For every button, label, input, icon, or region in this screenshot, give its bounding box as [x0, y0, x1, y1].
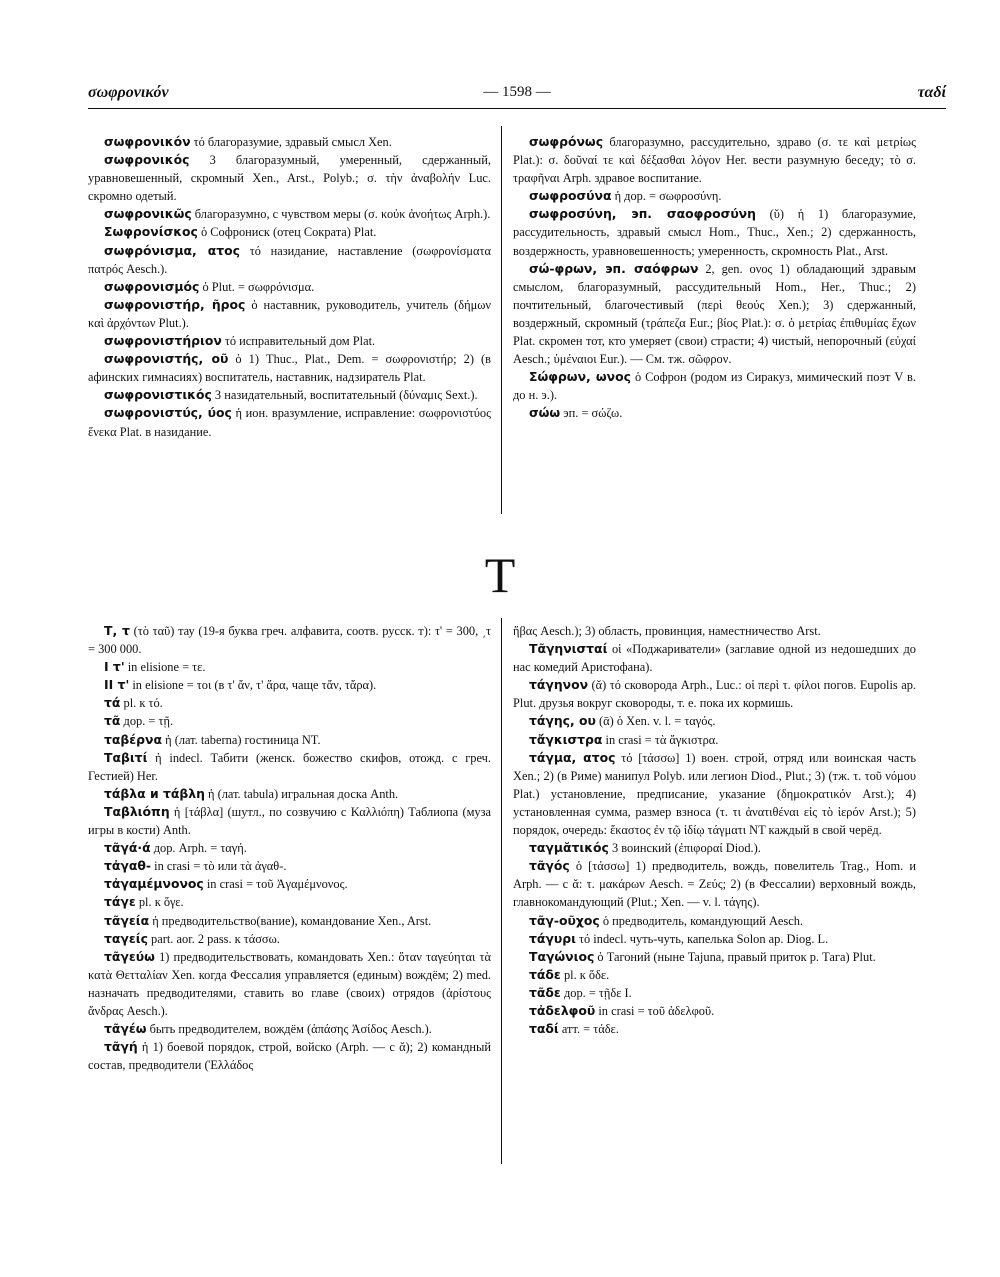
entry-definition: in crasi = τὸ или τὰ ἀγαθ-.: [151, 859, 287, 874]
entry-headword: τᾶ: [104, 713, 121, 729]
dictionary-entry: [513, 912, 916, 930]
entry-headword: τᾶγή: [104, 1039, 138, 1055]
column-top-left: [88, 133, 491, 441]
entry-headword: σωφρόνως: [529, 134, 604, 149]
entry-definition: ἥβας Aesch.); 3) область, провинция, наместничество Arst.: [513, 624, 821, 638]
entry-definition: ἡ (лат. taberna) гостиница NT.: [162, 732, 321, 747]
dictionary-entry: [88, 205, 491, 223]
dictionary-entry: [513, 676, 916, 712]
entry-headword: σωφρονιστικός: [104, 387, 212, 403]
entry-headword: τά: [104, 695, 121, 711]
running-head-left: σωφρονικόν: [88, 84, 169, 101]
entry-headword: σωφρονικόν: [104, 134, 191, 149]
entry-definition: атт. = τάδε.: [558, 1022, 619, 1037]
entry-headword: II τ': [104, 677, 130, 693]
dictionary-entry: [513, 640, 916, 676]
entry-definition: τό благоразумие, здравый смысл Xen.: [190, 135, 392, 149]
entry-headword: σώ-φρων, эп. σαόφρων: [529, 260, 699, 276]
dictionary-entry: [513, 1002, 916, 1020]
dictionary-entry: [513, 622, 916, 640]
running-head-right: ταδί: [917, 84, 946, 101]
entry-headword: τάγυρι: [529, 930, 576, 946]
entry-headword: τᾶγός: [529, 858, 570, 874]
entry-headword: τἀγαθ-: [104, 858, 152, 874]
dictionary-entry: [88, 658, 491, 676]
dictionary-entry: [88, 332, 491, 350]
dictionary-entry: [88, 731, 491, 749]
dictionary-entry: [513, 712, 916, 730]
dictionary-entry: [88, 839, 491, 857]
entry-headword: Ταβλιόπη: [104, 803, 170, 819]
entry-definition: ὁ [τάσσω] 1) предводитель, вождь, повелитель Trag., Hom. и Arph. — с ᾰ: τ. μακάρων Aesch. = Ζεύς; 2) (в Фессалии) верховный вождь, главнокомандующий (Plut.; Xen. — v. l. τάγης).: [513, 859, 916, 910]
entry-headword: τᾶγ-οῦχος: [529, 912, 600, 928]
dictionary-entry: [88, 676, 491, 694]
entry-headword: τᾶγά·ά: [104, 840, 151, 856]
entry-headword: τᾶγέω: [104, 1021, 147, 1037]
entry-definition: ὁ Софрон (родом из Сиракуз, мимический поэт V в. до н. э.).: [513, 370, 916, 403]
dictionary-entry: [88, 893, 491, 911]
entry-definition: in crasi = τοῦ ἀδελφοῦ.: [595, 1003, 715, 1018]
column-bottom-right: [513, 622, 916, 1038]
entry-headword: Ταγώνιος: [529, 948, 595, 964]
dictionary-entry: [513, 966, 916, 984]
entry-headword: τἀγαμέμνονος: [104, 876, 204, 892]
entry-definition: 2, gen. ονος 1) обладающий здравым смыслом, благоразумный, рассудительный Hom., Her., Thuc.; 2) почтительный, благочестивый (περὶ θεούς Xen.); 3) сдержанный, воздержный, скромный (τράπεζα Eur.; βίος Plat.): σ. ὁ μετρίας ἐπιθυμίας ἔχων Plat. скромен тот, кто умеряет (свои) страсти; 4) чистый, непорочный (εὐχαί Aesch.; ὑμέναιοι Eur.). — См. тж. σῶφρον.: [513, 261, 916, 367]
entry-definition: 1) предводительствовать, командовать Xen.: ὅταν ταγεύηται τὰ κατὰ Θετταλίαν Xen. когда Фессалия управляется (единым) вождём; 2) med. назначать предводителями, ставить во главе (своих) отрядов (ἀρίστους ἄνδρας Aesch.).: [88, 949, 491, 1018]
entry-definition: in elisione = τοι (в τ' ἄν, τ' ἄρα, чаще τἄν, τἄρα).: [129, 678, 377, 693]
entry-headword: τᾶγεύω: [104, 948, 155, 964]
entry-headword: τάδε: [529, 966, 561, 982]
dictionary-entry: [88, 151, 491, 205]
entry-definition: 3 назидательный, воспитательный (δύναμις Sext.).: [211, 388, 478, 403]
dictionary-entry: [88, 712, 491, 730]
dictionary-entry: [88, 857, 491, 875]
column-divider-top: [501, 126, 502, 514]
entry-definition: ἡ ион. вразумление, исправление: σωφρονιστύος ἕνεκα Plat. в назидание.: [88, 406, 491, 439]
dictionary-entry: [88, 242, 491, 278]
dictionary-entry: [513, 205, 916, 259]
dictionary-entry: [88, 404, 491, 440]
entry-headword: σωφρονικῶς: [104, 206, 192, 222]
dictionary-entry: [88, 749, 491, 785]
entry-definition: pl. к τό.: [120, 696, 163, 711]
entry-headword: τάγμα, ατος: [529, 749, 616, 765]
entry-headword: τάγης, ου: [529, 713, 596, 729]
entry-definition: τό [τάσσω] 1) воен. строй, отряд или воинская часть Xen.; 2) (в Риме) манипул Polyb. или легион Diod., Plut.; 3) (тж. τ. τοῦ νόμου Plat.) установление, предписание, указание (δημοκρατικόν Arst.); 4) установленная сумма, размер взноса (τ. τι ἀνατιθέναι εἰς τὸ ἱερόν Arst.); 5) порядок, очередь: ἕκαστος ἐν τῷ ἰδίῳ τάγματι NT каждый в свой черёд.: [513, 750, 916, 838]
entry-headword: σωφρονιστής, οῦ: [104, 351, 229, 367]
dictionary-entry: [513, 930, 916, 948]
entry-definition: ἡ [τάβλα] (шутл., по созвучию с Καλλιόπη) Таблиопа (муза игры в кости) Anth.: [88, 804, 491, 838]
entry-definition: τό назидание, наставление (σωφρονίσματα πατρός Aesch.).: [88, 243, 491, 276]
entry-headword: τάγηνον: [529, 677, 589, 693]
entry-definition: ὁ 1) Thuc., Plat., Dem. = σωφρονιστήρ; 2) (в афинских гимнасиях) воспитатель, наставник, надзиратель Plat.: [88, 352, 491, 385]
entry-definition: (ᾱ) ὁ Xen. v. l. = ταγός.: [595, 714, 716, 729]
dictionary-entry: [513, 187, 916, 205]
dictionary-entry: [513, 260, 916, 369]
dictionary-entry: [513, 749, 916, 839]
running-head: [88, 84, 946, 106]
entry-definition: τό исправительный дом Plat.: [221, 334, 376, 349]
entry-headword: τᾶγεία: [104, 912, 150, 928]
entry-headword: σωφρόνισμα, ατος: [104, 242, 240, 258]
dictionary-entry: [513, 368, 916, 404]
dictionary-entry: [513, 984, 916, 1002]
entry-headword: ταγείς: [104, 930, 148, 946]
entry-definition: (ᾰ) τό сковорода Arph., Luc.: οἱ περὶ τ. φίλοι погов. Eupolis ap. Plut. друзья вокруг сковороды, т. е. пока их кормишь.: [513, 678, 916, 711]
column-divider-bottom: [501, 618, 502, 1164]
dictionary-entry: [88, 875, 491, 893]
entry-headword: σωφροσύνα: [529, 188, 612, 204]
entry-headword: Σωφρονίσκος: [104, 224, 198, 240]
entry-definition: ἡ 1) боевой порядок, строй, войско (Arph. — с ᾰ); 2) командный состав, предводители (Ἑλλάδος: [88, 1040, 491, 1073]
page-number: — 1598 —: [483, 84, 551, 100]
entry-definition: ἡ предводительство(вание), командование Xen., Arst.: [149, 913, 432, 928]
entry-headword: σωφροσύνη, эп. σαοφροσύνη: [529, 206, 756, 222]
entry-headword: ταβέρνα: [104, 731, 163, 747]
dictionary-entry: [513, 948, 916, 966]
entry-definition: дор. Arph. = ταγή.: [150, 841, 247, 856]
entry-headword: Ταβιτί: [104, 749, 148, 765]
entry-definition: pl. к ὅδε.: [560, 967, 610, 982]
entry-definition: 3 воинский (ἐπιφοραί Diod.).: [608, 841, 761, 856]
entry-headword: τάβλα и τάβλη: [104, 785, 205, 801]
section-letter: Т: [484, 547, 516, 603]
entry-definition: ὁ наставник, руководитель, учитель (δήμων καὶ ἀρχόντων Plut.).: [88, 297, 491, 330]
entry-headword: τᾶδε: [529, 984, 561, 1000]
dictionary-entry: [88, 912, 491, 930]
entry-definition: благоразумно, рассудительно, здраво (σ. τε καὶ μετρίως Plat.): σ. δοῦναί τε καὶ δέξασθαι λόγον Her. вести разумную беседу; τὸ σ. τραφῆναι Arph. здравое воспитание.: [513, 135, 916, 186]
entry-definition: ὁ Plut. = σωφρόνισμα.: [199, 279, 315, 294]
dictionary-entry: [88, 948, 491, 1020]
entry-definition: ὁ предводитель, командующий Aesch.: [599, 913, 804, 928]
entry-definition: благоразумно, с чувством меры (σ. κοὐκ ἀνοήτως Arph.).: [191, 207, 491, 222]
entry-headword: σωφρονιστήριον: [104, 333, 222, 349]
dictionary-entry: [88, 785, 491, 803]
entry-definition: (ῠ) ἡ 1) благоразумие, рассудительность, здравый смысл Hom., Thuc., Xen.; 2) сдержанность, воздержность, уравновешенность; умеренность, скромность Plat., Arst.: [513, 207, 917, 258]
dictionary-entry: [88, 1038, 491, 1074]
entry-definition: in crasi = τοῦ Ἀγαμέμνονος.: [203, 877, 348, 892]
dictionary-entry: [88, 1020, 491, 1038]
column-bottom-left: [88, 622, 491, 1074]
entry-headword: ταγμᾰτικός: [529, 840, 609, 856]
dictionary-entry: [88, 622, 491, 658]
column-top-right: [513, 133, 916, 423]
dictionary-entry: [88, 350, 491, 386]
entry-definition: (τὸ ταῦ) тау (19-я буква греч. алфавита, соотв. русск. т): τ' = 300, ͵τ = 300 000.: [88, 624, 491, 657]
dictionary-entry: [88, 296, 491, 332]
entry-definition: 3 благоразумный, умеренный, сдержанный, уравновешенный, скромный Xen., Arst., Polyb.; σ. τὴν ἀναβολήν Luc. скромно одетый.: [88, 153, 491, 204]
dictionary-entry: [513, 133, 916, 187]
header-rule: [88, 108, 946, 109]
entry-definition: ὁ Тагоний (ныне Tajuna, правый приток р. Тага) Plut.: [594, 949, 876, 964]
entry-definition: ἡ indecl. Табити (женск. божество скифов, отожд. с греч. Гестией) Her.: [88, 750, 491, 783]
entry-definition: быть предводителем, вождём (ἁπάσης Ἀσίδος Aesch.).: [146, 1022, 432, 1037]
entry-headword: σωφρονισμός: [104, 278, 200, 294]
entry-definition: дор. = τῇδε I.: [560, 985, 632, 1000]
entry-definition: in elisione = τε.: [124, 660, 206, 675]
entry-headword: σωφρονιστήρ, ῆρος: [104, 296, 246, 312]
entry-headword: σώω: [529, 405, 561, 421]
entry-headword: Т, τ: [104, 623, 130, 638]
entry-definition: ἡ (лат. tabula) игральная доска Anth.: [204, 786, 399, 801]
dictionary-entry: [513, 857, 916, 911]
dictionary-entry: [88, 930, 491, 948]
dictionary-entry: [88, 694, 491, 712]
entry-definition: pl. к ὅγε.: [135, 895, 184, 910]
entry-headword: σωφρονιστύς, ύος: [104, 405, 232, 421]
entry-definition: τό indecl. чуть-чуть, капелька Solon ap. Diog. L.: [575, 931, 829, 946]
entry-headword: Σώφρων, ωνος: [529, 369, 631, 385]
dictionary-entry: [88, 386, 491, 404]
dictionary-entry: [513, 731, 916, 749]
entry-headword: I τ': [104, 659, 125, 675]
entry-definition: in crasi = τὰ ἄγκιστρα.: [602, 732, 719, 747]
entry-headword: σωφρονικός: [104, 152, 190, 168]
dictionary-entry: [88, 223, 491, 241]
entry-definition: οἱ «Поджариватели» (заглавие одной из недошедших до нас комедий Аристофана).: [513, 642, 916, 675]
entry-headword: τἄγκιστρα: [529, 731, 603, 747]
entry-headword: Τᾶγηνισταί: [529, 641, 608, 657]
dictionary-entry: [88, 278, 491, 296]
entry-headword: τάγε: [104, 894, 136, 910]
dictionary-entry: [88, 803, 491, 839]
entry-definition: part. aor. 2 pass. к τάσσω.: [147, 931, 280, 946]
entry-definition: дор. = τῇ.: [120, 714, 174, 729]
entry-definition: ἡ дор. = σωφροσύνη.: [611, 189, 722, 204]
entry-headword: τἀδελφοῦ: [529, 1002, 596, 1018]
entry-definition: эп. = σώζω.: [560, 406, 623, 421]
dictionary-entry: [513, 404, 916, 422]
entry-headword: ταδί: [529, 1021, 559, 1037]
dictionary-entry: [513, 839, 916, 857]
dictionary-entry: [88, 133, 491, 151]
entry-definition: ὁ Софрониск (отец Сократа) Plat.: [197, 225, 377, 240]
dictionary-entry: [513, 1020, 916, 1038]
